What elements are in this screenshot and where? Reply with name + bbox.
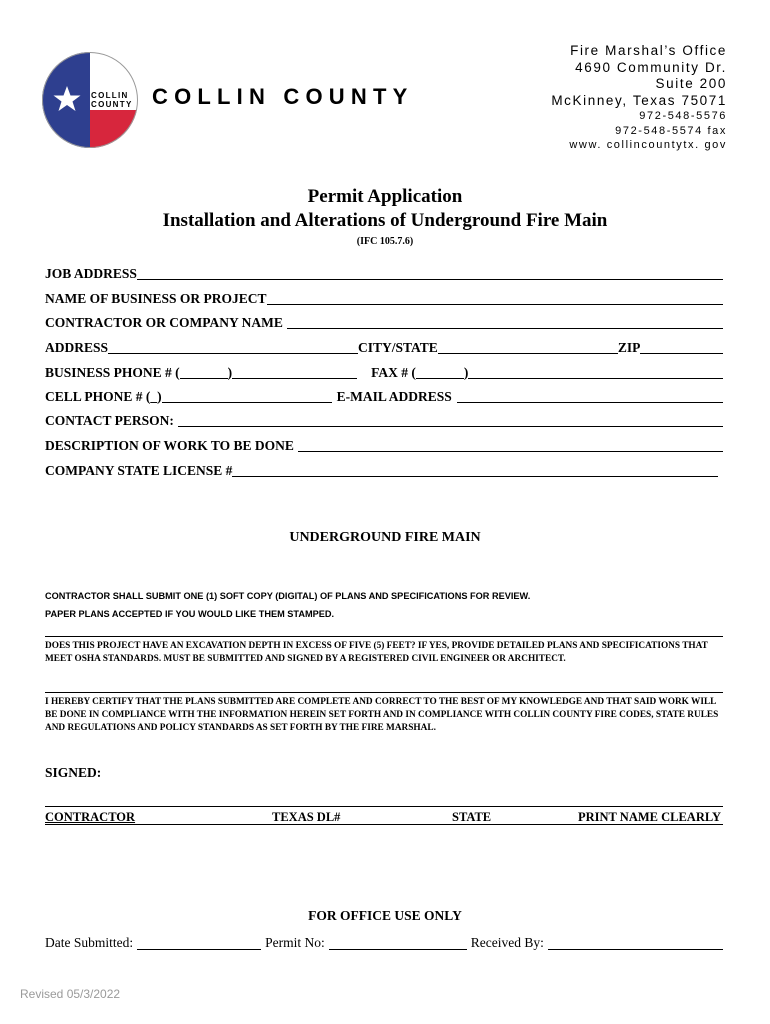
- date-submitted-label: Date Submitted:: [45, 935, 134, 950]
- texas-dl-heading: TEXAS DL#: [272, 810, 341, 824]
- city-state-field[interactable]: [438, 340, 618, 354]
- email-field[interactable]: [457, 389, 723, 403]
- office-address-line1: 4690 Community Dr.: [575, 59, 727, 75]
- contractor-row: [45, 313, 723, 331]
- cell-phone-field[interactable]: [162, 389, 332, 403]
- section-title: UNDERGROUND FIRE MAIN: [289, 530, 481, 545]
- revision-note: Revised 05/3/2022: [20, 987, 121, 1001]
- logo-text: [91, 91, 133, 109]
- license-field[interactable]: [232, 463, 718, 477]
- zip-field[interactable]: [640, 340, 723, 354]
- state-heading: STATE: [452, 810, 492, 824]
- cell-email-row: [45, 387, 723, 405]
- office-fax: 972-548-5574 fax: [615, 124, 727, 137]
- page-subtitle: Installation and Alterations of Underground Fire Main: [162, 210, 608, 231]
- office-phone: 972-548-5576: [639, 110, 727, 122]
- received-by-field[interactable]: [548, 936, 723, 950]
- zip-label: ZIP: [617, 340, 641, 355]
- business-name-row: [45, 289, 723, 307]
- business-name-label: NAME OF BUSINESS OR PROJECT: [45, 291, 267, 306]
- job-address-field[interactable]: [137, 266, 723, 280]
- county-name: COLLIN COUNTY: [152, 84, 414, 109]
- office-website[interactable]: www. collincountytx. gov: [569, 139, 727, 151]
- office-address-line3: McKinney, Texas 75071: [551, 92, 727, 108]
- business-phone-label: BUSINESS PHONE # (: [45, 365, 180, 380]
- signature-line[interactable]: [45, 806, 723, 807]
- fax-label: FAX # (: [371, 365, 416, 380]
- office-address-line2: Suite 200: [655, 76, 727, 91]
- certification-statement: I HEREBY CERTIFY THAT THE PLANS SUBMITTED ARE COMPLETE AND CORRECT TO THE BEST OF MY KNOWLEDGE AND THAT SAID WORK WILL BE DONE IN COMPLIANCE WITH THE INFORMATION HEREIN SET FORTH AND IN COMPLIANCE WITH COLLIN COUNTY FIRE CODES, STATE RULES AND REGULATIONS AND POLICY STANDARDS AS SET FORTH BY THE FIRE MARSHAL.: [45, 697, 719, 733]
- city-state-label: CITY/STATE: [358, 340, 438, 355]
- signed-label: SIGNED:: [45, 765, 102, 780]
- office-use-title: FOR OFFICE USE ONLY: [308, 908, 462, 923]
- divider: [45, 636, 723, 637]
- contact-person-label: CONTACT PERSON:: [45, 413, 174, 428]
- job-address-row: [45, 264, 723, 282]
- business-name-field[interactable]: [267, 291, 723, 305]
- fax-close: ): [463, 365, 469, 380]
- job-address-label: JOB ADDRESS: [45, 266, 137, 281]
- print-name-heading: PRINT NAME CLEARLY: [578, 810, 722, 824]
- address-row: [45, 338, 723, 356]
- contact-person-row: [45, 411, 723, 429]
- business-phone-area-field[interactable]: [180, 365, 228, 379]
- submit-note: CONTRACTOR SHALL SUBMIT ONE (1) SOFT COPY (DIGITAL) OF PLANS AND SPECIFICATIONS FOR REVIEW.: [45, 591, 531, 601]
- fax-field[interactable]: [468, 365, 723, 379]
- contact-person-field[interactable]: [178, 413, 723, 427]
- contractor-field[interactable]: [287, 315, 723, 329]
- address-label: ADDRESS: [45, 340, 109, 355]
- received-by-label: Received By:: [470, 935, 544, 950]
- date-submitted-field[interactable]: [137, 936, 261, 950]
- description-field[interactable]: [298, 438, 723, 452]
- license-label: COMPANY STATE LICENSE #: [45, 463, 233, 478]
- divider: [45, 692, 723, 693]
- contractor-heading: CONTRACTOR: [45, 810, 136, 824]
- permit-no-label: Permit No:: [265, 935, 325, 950]
- description-row: [45, 436, 723, 454]
- license-row: [45, 461, 718, 479]
- description-label: DESCRIPTION OF WORK TO BE DONE: [45, 438, 294, 453]
- signature-heading-underline: [45, 824, 723, 825]
- office-contact-block: [551, 43, 727, 153]
- contractor-label: CONTRACTOR OR COMPANY NAME: [45, 315, 283, 330]
- fax-area-field[interactable]: [416, 365, 464, 379]
- business-phone-field[interactable]: [232, 365, 357, 379]
- business-phone-close: ): [227, 365, 233, 380]
- excavation-question: DOES THIS PROJECT HAVE AN EXCAVATION DEPTH IN EXCESS OF FIVE (5) FEET? IF YES, PROVIDE DETAILED PLANS AND SPECIFICATIONS THAT MEET OSHA STANDARDS. MUST BE SUBMITTED AND SIGNED BY A REGISTERED CIVIL ENGINEER OR ARCHITECT.: [45, 641, 708, 664]
- office-use-row: [45, 935, 723, 951]
- logo-text-line2: COUNTY: [91, 100, 133, 109]
- paper-plans-note: PAPER PLANS ACCEPTED IF YOU WOULD LIKE THEM STAMPED.: [45, 609, 335, 619]
- code-reference: (IFC 105.7.6): [356, 236, 414, 247]
- phone-row: [45, 363, 723, 381]
- office-name: Fire Marshal’s Office: [570, 43, 727, 58]
- email-label: E-MAIL ADDRESS: [336, 389, 452, 404]
- document-titles: [0, 185, 770, 251]
- cell-phone-label: CELL PHONE # (_): [45, 389, 162, 404]
- address-field[interactable]: [108, 340, 358, 354]
- page-title: Permit Application: [307, 186, 463, 207]
- permit-no-field[interactable]: [329, 936, 467, 950]
- logo-text-line1: COLLIN: [91, 91, 129, 100]
